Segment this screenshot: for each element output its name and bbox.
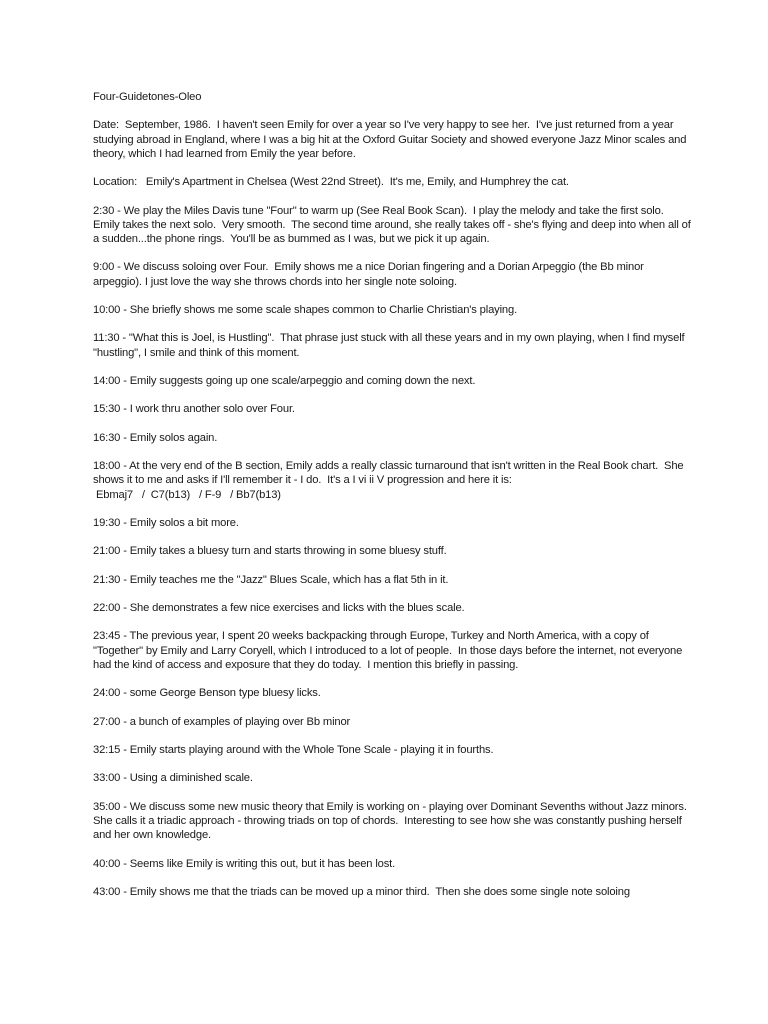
paragraph-entry: 33:00 - Using a diminished scale. [93, 772, 253, 785]
paragraph-entry: 23:45 - The previous year, I spent 20 weeks backpacking through Europe, Turkey and North America, with a copy of "Together" by Emily and Larry Coryell, which I introduced to a lot of people. In those days before the internet, not everyone had the kind of access and exposure that they do today. I mention this briefly in passing. [93, 630, 686, 671]
paragraph-entry: 21:00 - Emily takes a bluesy turn and starts throwing in some bluesy stuff. [93, 545, 447, 558]
paragraph-entry: 19:30 - Emily solos a bit more. [93, 516, 239, 529]
document-body [93, 90, 693, 913]
paragraph-entry: 16:30 - Emily solos again. [93, 431, 218, 444]
paragraph-entry: 22:00 - She demonstrates a few nice exercises and licks with the blues scale. [93, 602, 465, 615]
paragraph-entry: 9:00 - We discuss soloing over Four. Emily shows me a nice Dorian fingering and a Dorian Arpeggio (the Bb minor arpeggio). I just love the way she throws chords into her single note soloing. [93, 261, 647, 288]
paragraph-entry: 10:00 - She briefly shows me some scale shapes common to Charlie Christian's playing. [93, 303, 518, 316]
paragraph-location: Location: Emily's Apartment in Chelsea (West 22nd Street). It's me, Emily, and Humphrey the cat. [93, 176, 569, 189]
paragraph-entry: 43:00 - Emily shows me that the triads can be moved up a minor third. Then she does some single note soloing [93, 886, 630, 899]
paragraph-entry: 15:30 - I work thru another solo over Four. [93, 403, 295, 416]
document-title: Four-Guidetones-Oleo [93, 91, 202, 103]
paragraph-entry: 40:00 - Seems like Emily is writing this out, but it has been lost. [93, 857, 396, 870]
paragraph-entry: 35:00 - We discuss some new music theory that Emily is working on - playing over Dominant Sevenths without Jazz minors. She calls it a triadic approach - throwing triads on top of chords. Interesting to see how she was constantly pushing herself and her own knowledge. [93, 800, 690, 842]
paragraph-entry: 21:30 - Emily teaches me the "Jazz" Blues Scale, which has a flat 5th in it. [93, 573, 449, 586]
paragraph-entry: 32:15 - Emily starts playing around with the Whole Tone Scale - playing it in fourths. [93, 744, 494, 757]
paragraph-entry: 14:00 - Emily suggests going up one scale/arpeggio and coming down the next. [93, 374, 476, 387]
paragraph-entry: 18:00 - At the very end of the B section, Emily adds a really classic turnaround that isn't written in the Real Book chart. She shows it to me and asks if I'll remember it - I do. It's a I vi ii V progression and here it is: Ebmaj7 / C7(b13) / F-9 / Bb7(b13) [93, 460, 684, 501]
paragraph-entry: 2:30 - We play the Miles Davis tune "Four" to warm up (See Real Book Scan). I play the melody and take the first solo. Emily takes the next solo. Very smooth. The second time around, she really takes off - she's flying and deep into when all of a sudden...the phone rings. You'll be as bummed as I was, but we pick it up again. [93, 204, 694, 245]
paragraph-entry: 24:00 - some George Benson type bluesy licks. [93, 687, 321, 700]
paragraph-date: Date: September, 1986. I haven't seen Emily for over a year so I've very happy to see her. I've just returned from a year studying abroad in England, where I was a big hit at the Oxford Guitar Society and showed everyone Jazz Minor scales and theory, which I had learned from Emily the year before. [93, 119, 690, 160]
paragraph-entry: 27:00 - a bunch of examples of playing over Bb minor [93, 715, 351, 728]
paragraph-entry: 11:30 - "What this is Joel, is Hustling". That phrase just stuck with all these years and in my own playing, when I find myself "hustling", I smile and think of this moment. [93, 332, 688, 359]
